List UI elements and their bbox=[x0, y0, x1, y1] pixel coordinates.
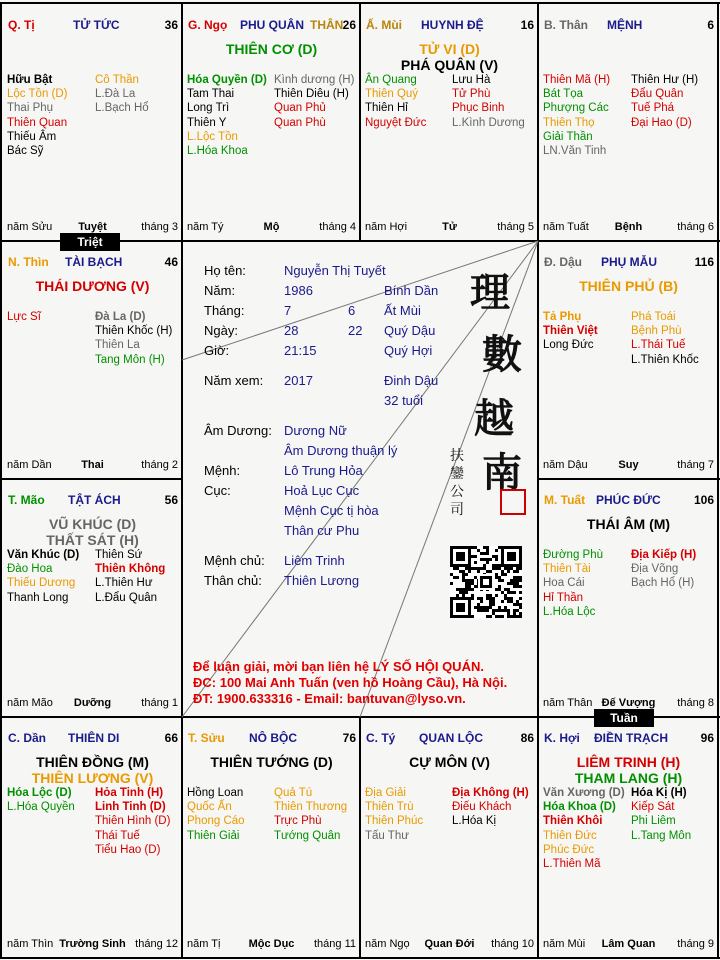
palace-year: năm Sửu bbox=[7, 221, 53, 233]
palace-stage: Tuyệt bbox=[78, 221, 107, 233]
palace-month: tháng 12 bbox=[135, 938, 178, 950]
palace-age: 26 bbox=[342, 18, 356, 32]
main-stars bbox=[361, 754, 538, 770]
day-solar: 28 bbox=[284, 323, 299, 338]
minor-star: Hồng Loan bbox=[187, 787, 244, 799]
palace-name: NÔ BỘC bbox=[249, 731, 297, 745]
minor-star: Thiên Hình (D) bbox=[95, 815, 171, 828]
minor-star: Thiên Tài bbox=[543, 563, 591, 576]
main-stars bbox=[361, 41, 538, 73]
menh-label: Mệnh: bbox=[204, 463, 241, 478]
minor-star: Hóa Khoa (D) bbox=[543, 801, 616, 814]
menh-chu-label: Mệnh chủ: bbox=[204, 553, 265, 568]
minor-stars-right bbox=[452, 73, 525, 130]
minor-stars-right bbox=[631, 73, 698, 130]
calligraphy-small: 扶鑾公司 bbox=[450, 448, 464, 518]
minor-star: L.Đẩu Quân bbox=[95, 591, 158, 604]
palace-branch: Đ. Dậu bbox=[544, 255, 583, 269]
than-marker: THÂN bbox=[310, 18, 344, 32]
minor-star: Điếu Khách bbox=[452, 801, 512, 814]
palace-stage: Mộ bbox=[263, 221, 280, 233]
contact-line-1: Để luận giải, mời bạn liên hệ LÝ SỐ HỘI QUÁN. bbox=[193, 659, 484, 674]
minor-star: Phục Binh bbox=[452, 102, 505, 115]
palace-name: THIÊN DI bbox=[68, 731, 120, 745]
minor-star: Hóa Lộc (D) bbox=[7, 787, 72, 799]
main-stars bbox=[539, 754, 718, 786]
main-star: LIÊM TRINH (H) bbox=[576, 754, 681, 770]
amduong-note: Âm Dương thuận lý bbox=[284, 443, 398, 458]
minor-star: Quốc Ấn bbox=[187, 801, 232, 814]
palace-year: năm Thân bbox=[543, 697, 593, 709]
view-year-canchi: Đinh Dậu bbox=[384, 373, 439, 388]
minor-star: Địa Không (H) bbox=[452, 787, 529, 799]
calligraphy-char-2: 數 bbox=[482, 331, 522, 378]
minor-star: Văn Xương (D) bbox=[543, 787, 625, 799]
cuc-value: Hoả Lục Cục bbox=[284, 483, 360, 498]
cuc-relation: Mệnh Cục tị hòa bbox=[284, 503, 379, 518]
minor-star: Địa Kiếp (H) bbox=[631, 549, 697, 561]
palace-dau bbox=[539, 242, 718, 479]
minor-star: Thiên Hư (H) bbox=[631, 74, 699, 86]
minor-star: Đại Hao (D) bbox=[631, 116, 692, 129]
minor-star: Thiên Thọ bbox=[543, 116, 595, 129]
palace-branch: C. Tý bbox=[366, 731, 396, 745]
palace-name: PHÚC ĐỨC bbox=[596, 493, 661, 507]
minor-star: Hoa Cái bbox=[543, 577, 585, 590]
palace-dan bbox=[3, 718, 182, 958]
palace-stage: Dưỡng bbox=[73, 697, 112, 709]
minor-star: Lực Sĩ bbox=[7, 311, 41, 323]
minor-star: Thiên Diêu (H) bbox=[274, 88, 349, 101]
palace-branch: Ấ. Mùi bbox=[366, 18, 402, 32]
palace-name: ĐIỀN TRẠCH bbox=[594, 731, 668, 745]
calligraphy-char-4: 南 bbox=[482, 449, 522, 496]
palace-name: TẬT ÁCH bbox=[68, 493, 121, 507]
minor-star: L.Hóa Lộc bbox=[543, 605, 596, 618]
palace-month: tháng 8 bbox=[677, 697, 714, 709]
palace-year: năm Tý bbox=[187, 221, 224, 233]
palace-branch: B. Thân bbox=[544, 18, 588, 32]
minor-stars-left bbox=[187, 786, 245, 843]
minor-stars-right bbox=[274, 73, 354, 130]
palace-stage: Trường Sinh bbox=[59, 938, 126, 950]
palace-name: HUYNH ĐỆ bbox=[421, 18, 484, 32]
palace-mui bbox=[361, 5, 538, 241]
minor-star: Thiếu Dương bbox=[7, 577, 76, 590]
palace-than bbox=[539, 5, 718, 241]
minor-stars-right bbox=[274, 786, 347, 843]
main-star: THÁI DƯƠNG (V) bbox=[35, 278, 150, 294]
minor-stars-right bbox=[452, 786, 529, 829]
minor-stars-left bbox=[7, 786, 75, 814]
palace-age: 6 bbox=[707, 18, 714, 32]
minor-stars-right bbox=[95, 786, 170, 857]
minor-star: Thai Phụ bbox=[7, 102, 54, 115]
palace-year: năm Thìn bbox=[7, 938, 54, 950]
hour-value: 21:15 bbox=[284, 343, 317, 358]
palace-name: MỆNH bbox=[607, 18, 643, 32]
minor-stars-left bbox=[7, 73, 68, 158]
palace-month: tháng 3 bbox=[141, 221, 178, 233]
palace-stage: Bệnh bbox=[614, 221, 643, 233]
minor-star: Tam Thai bbox=[187, 88, 235, 101]
cuc-label: Cục: bbox=[204, 483, 231, 498]
palace-branch: T. Sửu bbox=[188, 731, 225, 745]
day-label: Ngày: bbox=[204, 323, 238, 338]
minor-star: Thiên Sứ bbox=[95, 549, 143, 561]
view-year-label: Năm xem: bbox=[204, 373, 264, 388]
month-label: Tháng: bbox=[204, 303, 245, 318]
main-star: THIÊN TƯỚNG (D) bbox=[210, 754, 333, 770]
palace-year: năm Dậu bbox=[543, 459, 588, 471]
minor-star: Quan Phủ bbox=[274, 102, 326, 115]
minor-star: Phá Toái bbox=[631, 311, 676, 323]
minor-star: Lưu Hà bbox=[452, 74, 491, 86]
palace-age: 46 bbox=[164, 255, 178, 269]
minor-star: Bệnh Phù bbox=[631, 325, 682, 338]
minor-stars-right bbox=[95, 310, 172, 367]
year-canchi: Bính Dần bbox=[384, 283, 439, 298]
palace-stage: Thai bbox=[81, 459, 104, 471]
age-text: 32 tuổi bbox=[384, 393, 424, 408]
palace-year: năm Ngọ bbox=[365, 938, 410, 950]
palace-name: QUAN LỘC bbox=[419, 731, 483, 745]
minor-star: Hóa Quyền (D) bbox=[187, 74, 267, 86]
hour-label: Giờ: bbox=[204, 343, 230, 358]
month-lunar: 6 bbox=[348, 303, 356, 318]
palace-tuat bbox=[539, 480, 718, 717]
minor-star: Thiên Trù bbox=[365, 801, 414, 814]
minor-star: Thái Tuế bbox=[95, 829, 140, 842]
minor-star: L.Bạch Hổ bbox=[95, 102, 149, 115]
palace-stage: Mộc Dục bbox=[248, 938, 295, 950]
palace-suu bbox=[183, 718, 360, 958]
minor-star: Thiên Quý bbox=[365, 88, 419, 101]
minor-star: Đẩu Quân bbox=[631, 88, 684, 101]
palace-ty2 bbox=[361, 718, 538, 958]
minor-star: L.Thiên Khốc bbox=[631, 353, 699, 366]
minor-star: Thiên Quan bbox=[7, 116, 68, 129]
minor-stars-left bbox=[187, 73, 267, 158]
minor-star: LN.Văn Tinh bbox=[543, 145, 607, 158]
minor-stars-left bbox=[7, 548, 79, 605]
minor-star: L.Kình Dương bbox=[452, 116, 525, 129]
main-star: THÁI ÂM (M) bbox=[586, 516, 671, 532]
minor-star: Văn Khúc (D) bbox=[7, 549, 80, 561]
minor-stars-left bbox=[7, 310, 41, 324]
palace-age: 116 bbox=[694, 255, 714, 269]
palace-month: tháng 10 bbox=[491, 938, 534, 950]
minor-star: Địa Giải bbox=[365, 787, 406, 799]
month-canchi: Ất Mùi bbox=[384, 303, 421, 318]
view-year-value: 2017 bbox=[284, 373, 313, 388]
minor-star: Lộc Tồn (D) bbox=[7, 88, 68, 101]
minor-star: Bác Sỹ bbox=[7, 145, 44, 158]
minor-star: Bát Tọa bbox=[543, 88, 584, 101]
minor-star: Thiên Hỉ bbox=[365, 102, 408, 115]
palace-age: 66 bbox=[164, 731, 178, 745]
minor-star: Phúc Đức bbox=[543, 843, 595, 856]
menh-chu-value: Liêm Trinh bbox=[284, 553, 345, 568]
main-star: THIÊN PHỦ (B) bbox=[579, 278, 678, 294]
main-star: THIÊN ĐỒNG (M) bbox=[36, 754, 149, 770]
palace-month: tháng 6 bbox=[677, 221, 714, 233]
minor-star: Quan Phù bbox=[274, 116, 326, 129]
palace-thin bbox=[3, 242, 182, 479]
main-stars bbox=[3, 278, 182, 294]
minor-star: L.Thiên Mã bbox=[543, 858, 601, 871]
main-star: VŨ KHÚC (D) bbox=[48, 516, 137, 532]
minor-star: Linh Tinh (D) bbox=[95, 801, 166, 814]
palace-branch: C. Dần bbox=[8, 731, 47, 745]
qr-code-icon bbox=[450, 546, 522, 618]
minor-star: Thiên Việt bbox=[543, 325, 598, 338]
contact-line-2: ĐC: 100 Mai Anh Tuấn (ven hồ Hoàng Cầu), Hà Nội. bbox=[193, 675, 508, 690]
minor-stars-right bbox=[95, 73, 149, 116]
main-stars bbox=[539, 278, 718, 294]
palace-ty bbox=[3, 5, 182, 241]
minor-star: Thiên Khốc (H) bbox=[95, 325, 173, 338]
minor-star: Thiên Khôi bbox=[543, 815, 603, 828]
minor-star: Cô Thần bbox=[95, 74, 139, 86]
year-solar: 1986 bbox=[284, 283, 313, 298]
minor-star: Nguyệt Đức bbox=[365, 116, 427, 129]
main-stars bbox=[183, 754, 360, 770]
minor-star: Ân Quang bbox=[365, 74, 417, 86]
palace-month: tháng 11 bbox=[313, 938, 356, 950]
minor-star: Kình dương (H) bbox=[274, 74, 355, 86]
amduong-value: Dương Nữ bbox=[284, 423, 347, 438]
minor-star: Đà La (D) bbox=[95, 311, 146, 323]
minor-star: L.Thái Tuế bbox=[631, 339, 686, 352]
contact-line-3: ĐT: 1900.633316 - Email: bantuvan@lyso.vn. bbox=[193, 691, 466, 706]
minor-star: Phượng Các bbox=[543, 102, 609, 115]
palace-year: năm Mão bbox=[7, 697, 53, 709]
minor-star: Thanh Long bbox=[7, 591, 69, 604]
minor-star: Thiếu Âm bbox=[7, 130, 57, 143]
minor-stars-left bbox=[365, 73, 426, 130]
minor-star: Thiên Thương bbox=[274, 801, 348, 814]
year-label: Năm: bbox=[204, 283, 236, 298]
minor-star: L.Đà La bbox=[95, 88, 136, 101]
minor-star: Hóa Kị (H) bbox=[631, 787, 687, 799]
palace-month: tháng 9 bbox=[677, 938, 714, 950]
palace-branch: G. Ngọ bbox=[188, 18, 228, 32]
palace-branch: K. Hợi bbox=[544, 731, 580, 745]
amduong-label: Âm Dương: bbox=[204, 423, 272, 438]
main-stars bbox=[3, 516, 182, 548]
minor-star: Thiên Y bbox=[187, 116, 227, 129]
minor-star: Thiên Phúc bbox=[365, 815, 424, 828]
minor-star: Đào Hoa bbox=[7, 563, 53, 576]
minor-stars-right bbox=[631, 310, 699, 367]
main-star: TỬ VI (D) bbox=[419, 41, 480, 57]
palace-name: TỬ TỨC bbox=[73, 18, 120, 32]
palace-mao bbox=[3, 480, 182, 717]
palace-stage: Tử bbox=[442, 221, 457, 233]
triet-marker: Triệt bbox=[60, 233, 120, 251]
center-info-panel bbox=[182, 241, 538, 717]
palace-ngo bbox=[183, 5, 360, 241]
main-star: THIÊN LƯƠNG (V) bbox=[31, 770, 154, 786]
main-star: THIÊN CƠ (D) bbox=[225, 41, 318, 57]
minor-star: Kiếp Sát bbox=[631, 801, 675, 814]
minor-star: Thiên Đức bbox=[543, 829, 597, 842]
palace-hoi bbox=[539, 718, 718, 958]
calligraphy-char-1: 理 bbox=[470, 269, 510, 316]
palace-name: PHU QUÂN bbox=[240, 18, 305, 32]
palace-name: TÀI BẠCH bbox=[65, 255, 123, 269]
minor-star: Quả Tú bbox=[274, 787, 313, 799]
minor-star: L.Hóa Khoa bbox=[187, 145, 248, 158]
minor-stars-right bbox=[95, 548, 165, 605]
palace-branch: Q. Tị bbox=[8, 18, 35, 32]
minor-star: Giải Thần bbox=[543, 130, 593, 143]
palace-branch: M. Tuất bbox=[544, 493, 586, 507]
minor-star: Tuế Phá bbox=[631, 102, 675, 115]
minor-star: Tướng Quân bbox=[274, 829, 341, 842]
month-solar: 7 bbox=[284, 303, 292, 318]
minor-star: Tiểu Hao (D) bbox=[95, 843, 161, 856]
main-star: THAM LANG (H) bbox=[574, 770, 683, 786]
minor-star: Tử Phù bbox=[452, 88, 491, 101]
palace-stage: Quan Đới bbox=[424, 938, 475, 950]
minor-star: Phong Cáo bbox=[187, 815, 245, 828]
palace-year: năm Dần bbox=[7, 459, 52, 471]
minor-star: L.Tang Môn bbox=[631, 829, 692, 842]
minor-star: Hỏa Tinh (H) bbox=[95, 787, 164, 799]
minor-stars-right bbox=[631, 548, 696, 591]
palace-year: năm Tuất bbox=[543, 221, 589, 233]
main-star: CỰ MÔN (V) bbox=[409, 754, 490, 770]
palace-age: 86 bbox=[520, 731, 534, 745]
minor-stars-left bbox=[543, 73, 610, 158]
minor-star: Thiên Mã (H) bbox=[543, 74, 611, 86]
minor-star: Trực Phù bbox=[274, 815, 322, 828]
minor-star: Long Trì bbox=[187, 102, 230, 115]
palace-year: năm Tị bbox=[187, 938, 221, 950]
palace-branch: N. Thìn bbox=[8, 255, 49, 269]
minor-star: Thiên La bbox=[95, 339, 140, 352]
palace-month: tháng 4 bbox=[319, 221, 356, 233]
minor-star: Hỉ Thần bbox=[543, 591, 584, 604]
palace-age: 106 bbox=[693, 493, 714, 507]
palace-year: năm Mùi bbox=[543, 938, 586, 950]
name-value: Nguyễn Thị Tuyết bbox=[284, 263, 386, 278]
palace-age: 76 bbox=[342, 731, 356, 745]
minor-star: Thiên Giải bbox=[187, 829, 240, 842]
main-star: THẤT SÁT (H) bbox=[46, 532, 139, 548]
palace-stage: Suy bbox=[618, 459, 639, 471]
minor-star: L.Thiên Hư bbox=[95, 577, 153, 590]
minor-star: Tấu Thư bbox=[365, 829, 409, 842]
day-lunar: 22 bbox=[348, 323, 363, 338]
minor-star: L.Lộc Tồn bbox=[187, 130, 238, 143]
minor-stars-left bbox=[365, 786, 423, 843]
palace-stage: Đế Vượng bbox=[601, 697, 656, 709]
main-stars bbox=[183, 41, 360, 57]
tuan-marker: Tuần bbox=[594, 709, 654, 727]
minor-star: Tả Phụ bbox=[543, 311, 582, 323]
minor-star: Địa Võng bbox=[631, 563, 679, 576]
hour-canchi: Quý Hợi bbox=[384, 343, 433, 358]
palace-name: PHỤ MẪU bbox=[601, 255, 657, 269]
palace-month: tháng 5 bbox=[497, 221, 534, 233]
minor-stars-left bbox=[543, 548, 603, 619]
minor-star: Phi Liêm bbox=[631, 815, 676, 828]
palace-branch: T. Mão bbox=[8, 493, 45, 507]
than-chu-label: Thân chủ: bbox=[204, 573, 262, 588]
than-chu-value: Thiên Lương bbox=[284, 573, 360, 588]
palace-age: 36 bbox=[164, 18, 178, 32]
palace-age: 96 bbox=[700, 731, 714, 745]
palace-age: 56 bbox=[164, 493, 178, 507]
palace-month: tháng 1 bbox=[141, 697, 178, 709]
minor-star: Hữu Bật bbox=[7, 74, 53, 86]
palace-month: tháng 7 bbox=[677, 459, 714, 471]
minor-star: Tang Môn (H) bbox=[95, 353, 165, 366]
main-star: PHÁ QUÂN (V) bbox=[400, 57, 499, 73]
calligraphy-char-3: 越 bbox=[474, 395, 514, 442]
minor-stars-right bbox=[631, 786, 691, 843]
main-stars bbox=[3, 754, 182, 786]
minor-star: L.Hóa Kị bbox=[452, 815, 497, 828]
palace-stage: Lâm Quan bbox=[601, 938, 656, 950]
palace-month: tháng 2 bbox=[141, 459, 178, 471]
palace-year: năm Hợi bbox=[365, 221, 408, 233]
name-label: Họ tên: bbox=[204, 263, 246, 278]
palace-age: 16 bbox=[520, 18, 534, 32]
main-stars bbox=[539, 516, 718, 532]
minor-star: Bạch Hổ (H) bbox=[631, 577, 695, 590]
minor-star: Đường Phù bbox=[543, 549, 603, 561]
day-canchi: Quý Dậu bbox=[384, 323, 436, 338]
minor-star: L.Hóa Quyền bbox=[7, 801, 75, 814]
minor-star: Long Đức bbox=[543, 339, 594, 352]
minor-stars-left bbox=[543, 786, 625, 871]
minor-stars-left bbox=[543, 310, 598, 353]
red-seal-icon bbox=[500, 489, 526, 515]
minor-star: Thiên Không bbox=[95, 563, 166, 576]
menh-value: Lô Trung Hỏa bbox=[284, 463, 363, 478]
than-position: Thân cư Phu bbox=[284, 523, 360, 538]
